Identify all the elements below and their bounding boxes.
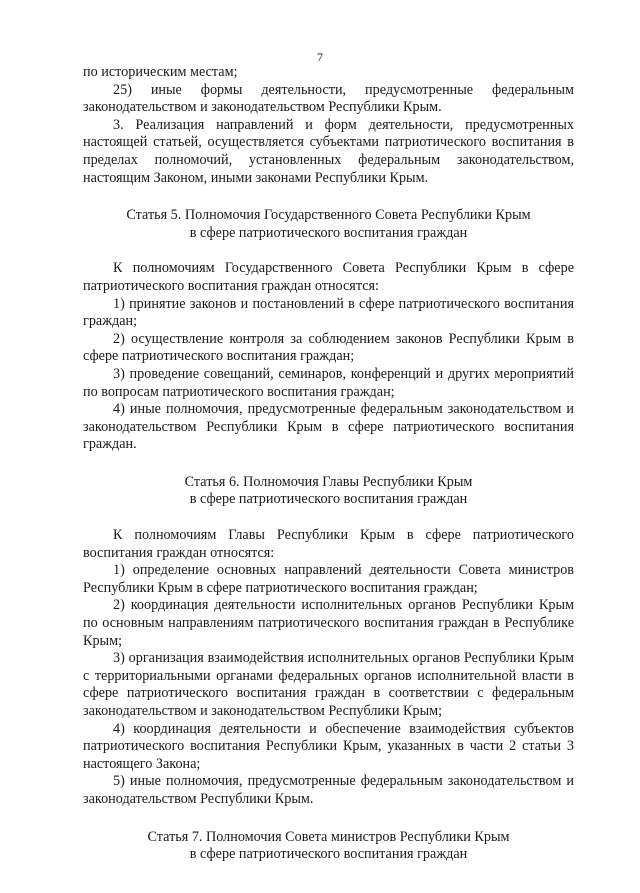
article-heading-line: в сфере патриотического воспитания граждан xyxy=(189,491,468,508)
list-item: 2) осуществление контроля за соблюдением законов Республики Крым в сфере патриотического воспитания граждан; xyxy=(83,330,574,365)
list-item: 1) определение основных направлений деятельности Совета министров Республики Крым в сфере патриотического воспитания граждан; xyxy=(83,562,574,596)
list-item: 5) иные полномочия, предусмотренные федеральным законодательством и законодательством Республики Крым. xyxy=(83,773,574,807)
paragraph: по историческим местам; xyxy=(83,64,238,80)
list-item: 3) проведение совещаний, семинаров, конференций и других мероприятий по вопросам патриотического воспитания граждан; xyxy=(83,365,574,400)
article-heading-line: Статья 7. Полномочия Совета министров Республики Крым xyxy=(147,828,510,845)
article-heading-line: Статья 6. Полномочия Главы Республики Крым xyxy=(184,473,473,490)
paragraph: 3. Реализация направлений и форм деятельности, предусмотренных настоящей статьей, осуществляется субъектами патриотического воспитания в пределах полномочий, установленных федеральным законодательством, настоящим Законом, иными законами Республики Крым. xyxy=(83,116,574,186)
article-heading-line: Статья 5. Полномочия Государственного Совета Республики Крым xyxy=(126,207,531,224)
article-heading xyxy=(83,474,574,509)
paragraph: К полномочиям Главы Республики Крым в сфере патриотического воспитания граждан относятся: xyxy=(83,527,574,561)
article-heading-line: в сфере патриотического воспитания граждан xyxy=(189,224,468,241)
list-item: 4) иные полномочия, предусмотренные федеральным законодательством и законодательством Республики Крым в сфере патриотического воспитания граждан. xyxy=(83,401,574,453)
list-item: 1) принятие законов и постановлений в сфере патриотического воспитания граждан; xyxy=(83,295,574,330)
article-heading xyxy=(83,829,574,864)
list-item: 4) координация деятельности и обеспечение взаимодействия субъектов патриотического воспитания Республики Крым, указанных в части 2 статьи 3 настоящего Закона; xyxy=(83,720,574,772)
page-number: 7 xyxy=(317,50,323,64)
paragraph: К полномочиям Государственного Совета Республики Крым в сфере патриотического воспитания граждан относятся: xyxy=(83,260,574,294)
document-body xyxy=(83,64,574,864)
article-heading-line: в сфере патриотического воспитания граждан xyxy=(189,846,468,863)
list-item: 25) иные формы деятельности, предусмотренные федеральным законодательством и законодательством Республики Крым. xyxy=(83,81,574,116)
list-item: 3) организация взаимодействия исполнительных органов Республики Крым с территориальными органами федеральных органов исполнительной власти в сфере патриотического воспитания граждан в соответствии с федеральным законодательством и законодательством Республики Крым; xyxy=(83,650,574,719)
article-heading xyxy=(83,207,574,242)
list-item: 2) координация деятельности исполнительных органов Республики Крым по основным направлениям патриотического воспитания граждан в Республике Крым; xyxy=(83,597,574,649)
